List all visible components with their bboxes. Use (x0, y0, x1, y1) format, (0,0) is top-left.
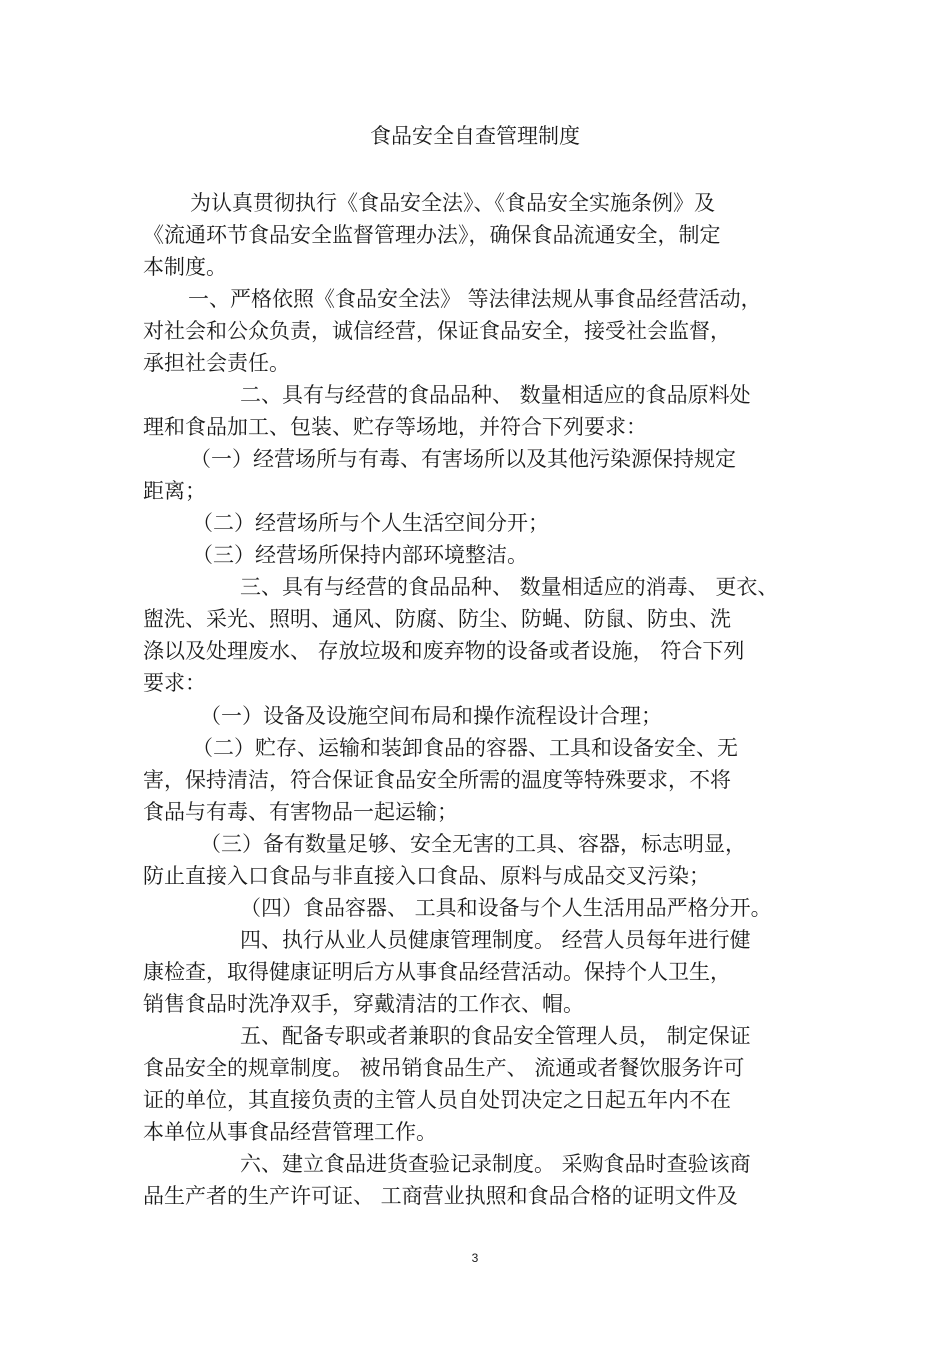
body-line-20: 食品与有毒、有害物品一起运输； (143, 800, 458, 824)
body-line-22: 防止直接入口食品与非直接入口食品、原料与成品交叉污染； (143, 864, 710, 888)
body-line-6: 承担社会责任。 (143, 351, 290, 375)
body-line-8: 理和食品加工、包装、贮存等场地，并符合下列要求： (143, 415, 647, 439)
body-line-30: 本单位从事食品经营管理工作。 (143, 1120, 437, 1144)
body-line-15: 涤以及处理废水、 存放垃圾和废弃物的设备或者设施， 符合下列 (143, 639, 745, 663)
body-line-14: 盥洗、采光、照明、通风、防腐、防尘、防蝇、防鼠、防虫、洗 (143, 607, 731, 631)
body-line-7: 二、具有与经营的食品品种、 数量相适应的食品原料处 (240, 383, 751, 407)
body-line-19: 害，保持清洁，符合保证食品安全所需的温度等特殊要求，不将 (143, 768, 731, 792)
body-line-12: （三）经营场所保持内部环境整洁。 (192, 543, 528, 567)
body-line-31: 六、建立食品进货查验记录制度。 采购食品时查验该商 (240, 1152, 751, 1176)
body-line-17: （一）设备及设施空间布局和操作流程设计合理； (200, 704, 662, 728)
body-line-32: 品生产者的生产许可证、 工商营业执照和食品合格的证明文件及 (143, 1184, 738, 1208)
body-line-9: （一）经营场所与有毒、有害场所以及其他污染源保持规定 (190, 447, 736, 471)
body-line-21: （三）备有数量足够、安全无害的工具、容器，标志明显， (200, 832, 746, 856)
body-line-28: 食品安全的规章制度。 被吊销食品生产、 流通或者餐饮服务许可 (143, 1056, 745, 1080)
body-line-23: （四）食品容器、 工具和设备与个人生活用品严格分开。 (240, 896, 772, 920)
body-line-27: 五、配备专职或者兼职的食品安全管理人员， 制定保证 (240, 1024, 751, 1048)
body-line-2: 《流通环节食品安全监督管理办法》，确保食品流通安全，制定 (143, 223, 721, 247)
body-line-26: 销售食品时洗净双手，穿戴清洁的工作衣、帽。 (143, 992, 584, 1016)
body-line-1: 为认真贯彻执行《食品安全法》、《食品安全实施条例》及 (190, 191, 715, 215)
body-line-13: 三、具有与经营的食品品种、 数量相适应的消毒、 更衣、 (240, 575, 779, 599)
body-line-18: （二）贮存、运输和装卸食品的容器、工具和设备安全、无 (192, 736, 738, 760)
body-line-16: 要求： (143, 671, 206, 695)
body-line-25: 康检查，取得健康证明后方从事食品经营活动。保持个人卫生， (143, 960, 731, 984)
body-line-29: 证的单位，其直接负责的主管人员自处罚决定之日起五年内不在 (143, 1088, 731, 1112)
body-line-24: 四、执行从业人员健康管理制度。 经营人员每年进行健 (240, 928, 751, 952)
body-line-3: 本制度。 (143, 255, 227, 279)
body-line-10: 距离； (143, 479, 206, 503)
document-title: 食品安全自查管理制度 (370, 124, 580, 148)
body-line-5: 对社会和公众负责，诚信经营，保证食品安全，接受社会监督， (143, 319, 731, 343)
body-line-11: （二）经营场所与个人生活空间分开； (192, 511, 549, 535)
page-number: 3 (471, 1251, 479, 1265)
body-line-4: 一、严格依照《食品安全法》 等法律法规从事食品经营活动， (188, 287, 762, 311)
